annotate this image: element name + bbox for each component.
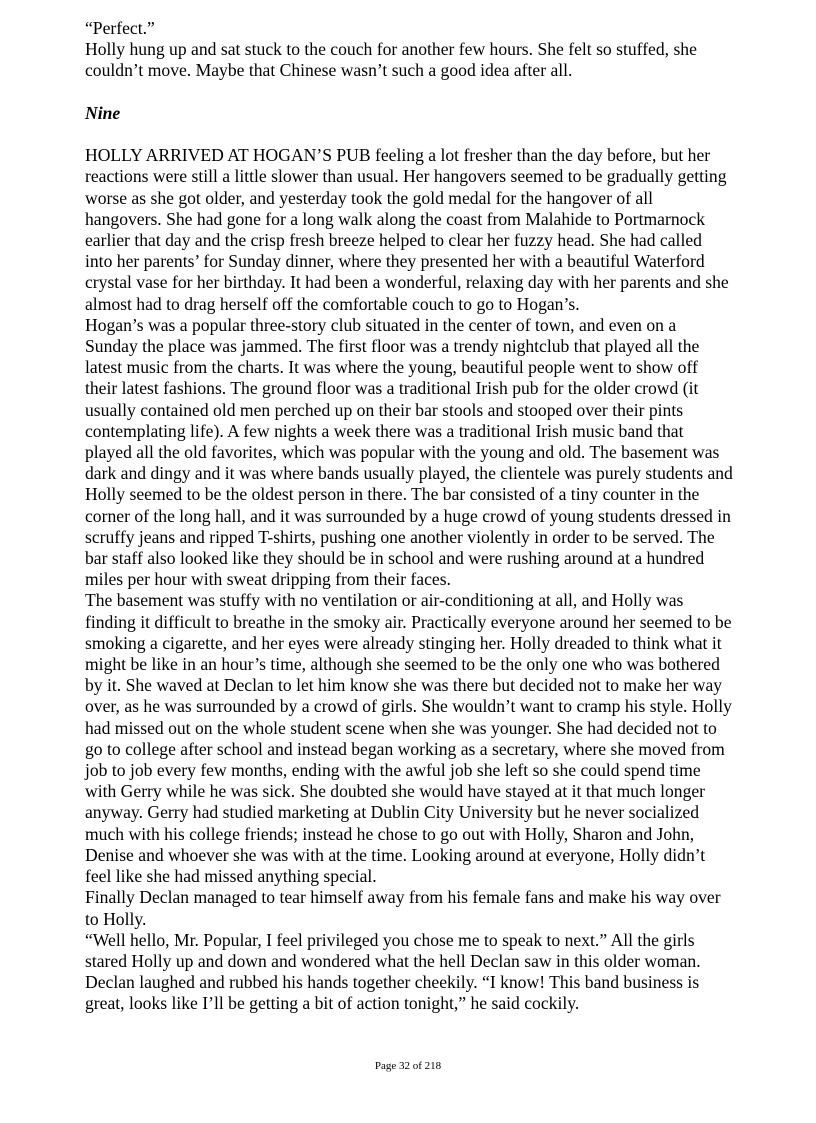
text-line: over, as he was surrounded by a crowd of girls. She wouldn’t want to cramp his style. Holly <box>85 696 732 717</box>
text-line: anyway. Gerry had studied marketing at Dublin City University but he never socialized <box>85 802 699 823</box>
text-line: almost had to drag herself off the comfortable couch to go to Hogan’s. <box>85 293 580 314</box>
text-line: corner of the long hall, and it was surrounded by a huge crowd of young students dressed in <box>85 505 731 526</box>
text-line: couldn’t move. Maybe that Chinese wasn’t such a good idea after all. <box>85 60 573 81</box>
text-line: earlier that day and the crisp fresh breeze helped to clear her fuzzy head. She had called <box>85 230 702 250</box>
text-line: worse as she got older, and yesterday took the gold medal for the hangover of all <box>85 187 653 208</box>
text-line: usually contained old men perched up on their bar stools and stooped over their pints <box>85 399 684 420</box>
text-line: HOLLY ARRIVED AT HOGAN’S PUB feeling a lot fresher than the day before, but her <box>85 145 711 166</box>
spacer <box>85 82 735 103</box>
text-block-before-heading <box>85 18 735 82</box>
text-line: played all the old favorites, which was popular with the young and old. The basement was <box>85 442 720 463</box>
text-line: with Gerry while he was sick. She doubted she would have stayed at it that much longer <box>85 781 706 802</box>
text-line: Hogan’s was a popular three-story club situated in the center of town, and even on a <box>85 314 677 335</box>
text-line: latest music from the charts. It was where the young, beautiful people went to show off <box>85 357 698 378</box>
text-line: by it. She waved at Declan to let him know she was there but decided not to make her way <box>85 675 723 696</box>
text-line: “Perfect.” <box>85 18 155 38</box>
text-line: “Well hello, Mr. Popular, I feel privileged you chose me to speak to next.” All the girls <box>85 929 695 950</box>
text-line: stared Holly up and down and wondered what the hell Declan saw in this older woman. <box>85 950 701 971</box>
text-line: Sunday the place was jammed. The first floor was a trendy nightclub that played all the <box>85 336 700 357</box>
text-line: crystal vase for her birthday. It had been a wonderful, relaxing day with her parents and she <box>85 272 729 293</box>
text-line: to Holly. <box>85 908 147 929</box>
text-line: Denise and whoever she was with at the time. Looking around at everyone, Holly didn’t <box>85 844 706 865</box>
page-body <box>85 18 735 1015</box>
text-line: Holly hung up and sat stuck to the couch for another few hours. She felt so stuffed, she <box>85 39 697 60</box>
text-line: miles per hour with sweat dripping from their faces. <box>85 569 451 590</box>
text-line: feel like she had missed anything special. <box>85 866 377 887</box>
text-line: finding it difficult to breathe in the smoky air. Practically everyone around her seemed to be <box>85 611 732 632</box>
text-line: dark and dingy and it was where bands usually played, the clientele was purely students and <box>85 463 733 484</box>
page-footer: Page 32 of 218 <box>374 1060 442 1072</box>
text-line: go to college after school and instead began working as a secretary, where she moved from <box>85 738 725 759</box>
text-line: might be like in an hour’s time, although she seemed to be the only one who was bothered <box>85 654 720 675</box>
text-line: job to job every few months, ending with the awful job she left so she could spend time <box>85 760 701 781</box>
text-line: Holly seemed to be the oldest person in there. The bar consisted of a tiny counter in the <box>85 484 700 505</box>
text-line: into her parents’ for Sunday dinner, where they presented her with a beautiful Waterford <box>85 251 705 272</box>
text-line: Finally Declan managed to tear himself away from his female fans and make his way over <box>85 887 721 908</box>
text-line: much with his college friends; instead he chose to go out with Holly, Sharon and John, <box>85 823 695 844</box>
text-line: contemplating life). A few nights a week there was a traditional Irish music band that <box>85 420 684 441</box>
text-line: hangovers. She had gone for a long walk along the coast from Malahide to Portmarnock <box>85 208 706 229</box>
text-line: had missed out on the whole student scene when she was younger. She had decided not to <box>85 717 717 738</box>
spacer <box>85 124 735 145</box>
text-line: Declan laughed and rubbed his hands together cheekily. “I know! This band business is <box>85 972 700 993</box>
text-line: bar staff also looked like they should be in school and were rushing around at a hundred <box>85 548 705 569</box>
text-block-chapter-nine <box>85 145 735 1014</box>
text-line: reactions were still a little slower than usual. Her hangovers seemed to be gradually getting <box>85 166 727 187</box>
text-line: scruffy jeans and ripped T-shirts, pushing one another violently in order to be served. The <box>85 526 715 547</box>
text-line: The basement was stuffy with no ventilation or air-conditioning at all, and Holly was <box>85 590 684 611</box>
text-line: smoking a cigarette, and her eyes were already stinging her. Holly dreaded to think what it <box>85 632 722 653</box>
chapter-heading: Nine <box>85 102 121 123</box>
text-line: great, looks like I’ll be getting a bit of action tonight,” he said cockily. <box>85 993 580 1014</box>
text-line: their latest fashions. The ground floor was a traditional Irish pub for the older crowd (it <box>85 378 699 399</box>
